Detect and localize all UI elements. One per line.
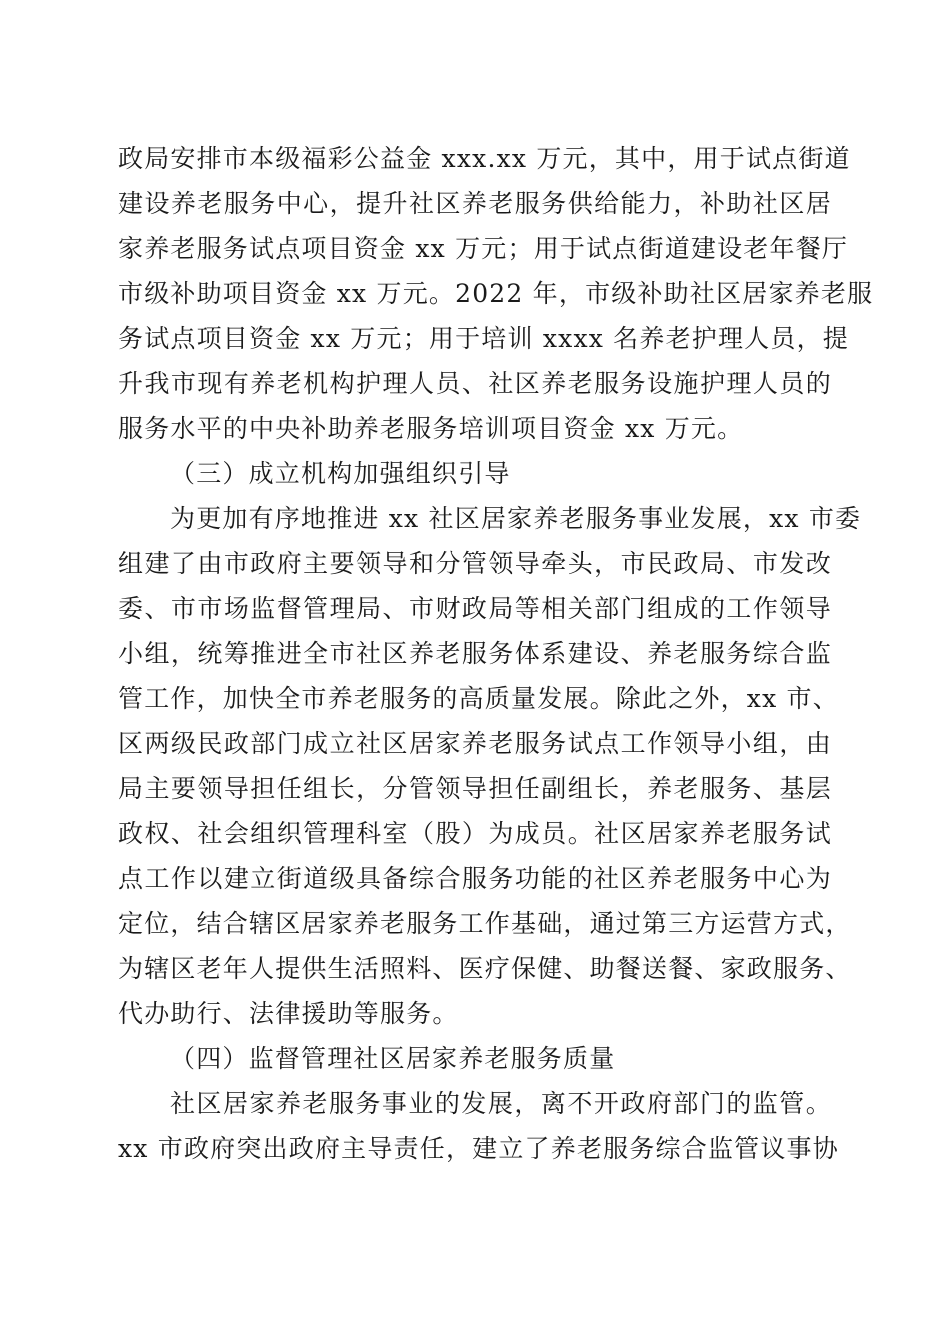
paragraph-line: 区两级民政部门成立社区居家养老服务试点工作领导小组，由 [118, 729, 832, 758]
section-heading: （四）监督管理社区居家养老服务质量 [170, 1044, 616, 1073]
section-heading: （三）成立机构加强组织引导 [170, 459, 511, 488]
paragraph-line: 为更加有序地推进 xx 社区居家养老服务事业发展，xx 市委 [170, 504, 862, 533]
paragraph-line: 点工作以建立街道级具备综合服务功能的社区养老服务中心为 [118, 864, 832, 893]
paragraph-line: 为辖区老年人提供生活照料、医疗保健、助餐送餐、家政服务、 [118, 954, 852, 983]
paragraph-line: 小组，统筹推进全市社区养老服务体系建设、养老服务综合监 [118, 639, 832, 668]
paragraph-line: xx 市政府突出政府主导责任，建立了养老服务综合监管议事协 [118, 1134, 839, 1163]
paragraph-line: 升我市现有养老机构护理人员、社区养老服务设施护理人员的 [118, 369, 832, 398]
paragraph-line: 服务水平的中央补助养老服务培训项目资金 xx 万元。 [118, 414, 744, 443]
paragraph-line: 委、市市场监督管理局、市财政局等相关部门组成的工作领导 [118, 594, 832, 623]
paragraph-line: 管工作，加快全市养老服务的高质量发展。除此之外，xx 市、 [118, 684, 839, 713]
paragraph-line: 家养老服务试点项目资金 xx 万元；用于试点街道建设老年餐厅 [118, 234, 849, 263]
paragraph-line: 政局安排市本级福彩公益金 xxx.xx 万元，其中，用于试点街道 [118, 144, 851, 173]
paragraph-line: 市级补助项目资金 xx 万元。2022 年，市级补助社区居家养老服 [118, 279, 874, 308]
paragraph-line: 组建了由市政府主要领导和分管领导牵头，市民政局、市发改 [118, 549, 832, 578]
paragraph-line: 建设养老服务中心，提升社区养老服务供给能力，补助社区居 [118, 189, 832, 218]
paragraph-line: 局主要领导担任组长，分管领导担任副组长，养老服务、基层 [118, 774, 832, 803]
paragraph-line: 社区居家养老服务事业的发展，离不开政府部门的监管。 [170, 1089, 832, 1118]
paragraph-line: 代办助行、法律援助等服务。 [118, 999, 459, 1028]
paragraph-line: 定位，结合辖区居家养老服务工作基础，通过第三方运营方式， [118, 909, 852, 938]
paragraph-line: 务试点项目资金 xx 万元；用于培训 xxxx 名养老护理人员，提 [118, 324, 849, 353]
paragraph-line: 政权、社会组织管理科室（股）为成员。社区居家养老服务试 [118, 819, 832, 848]
